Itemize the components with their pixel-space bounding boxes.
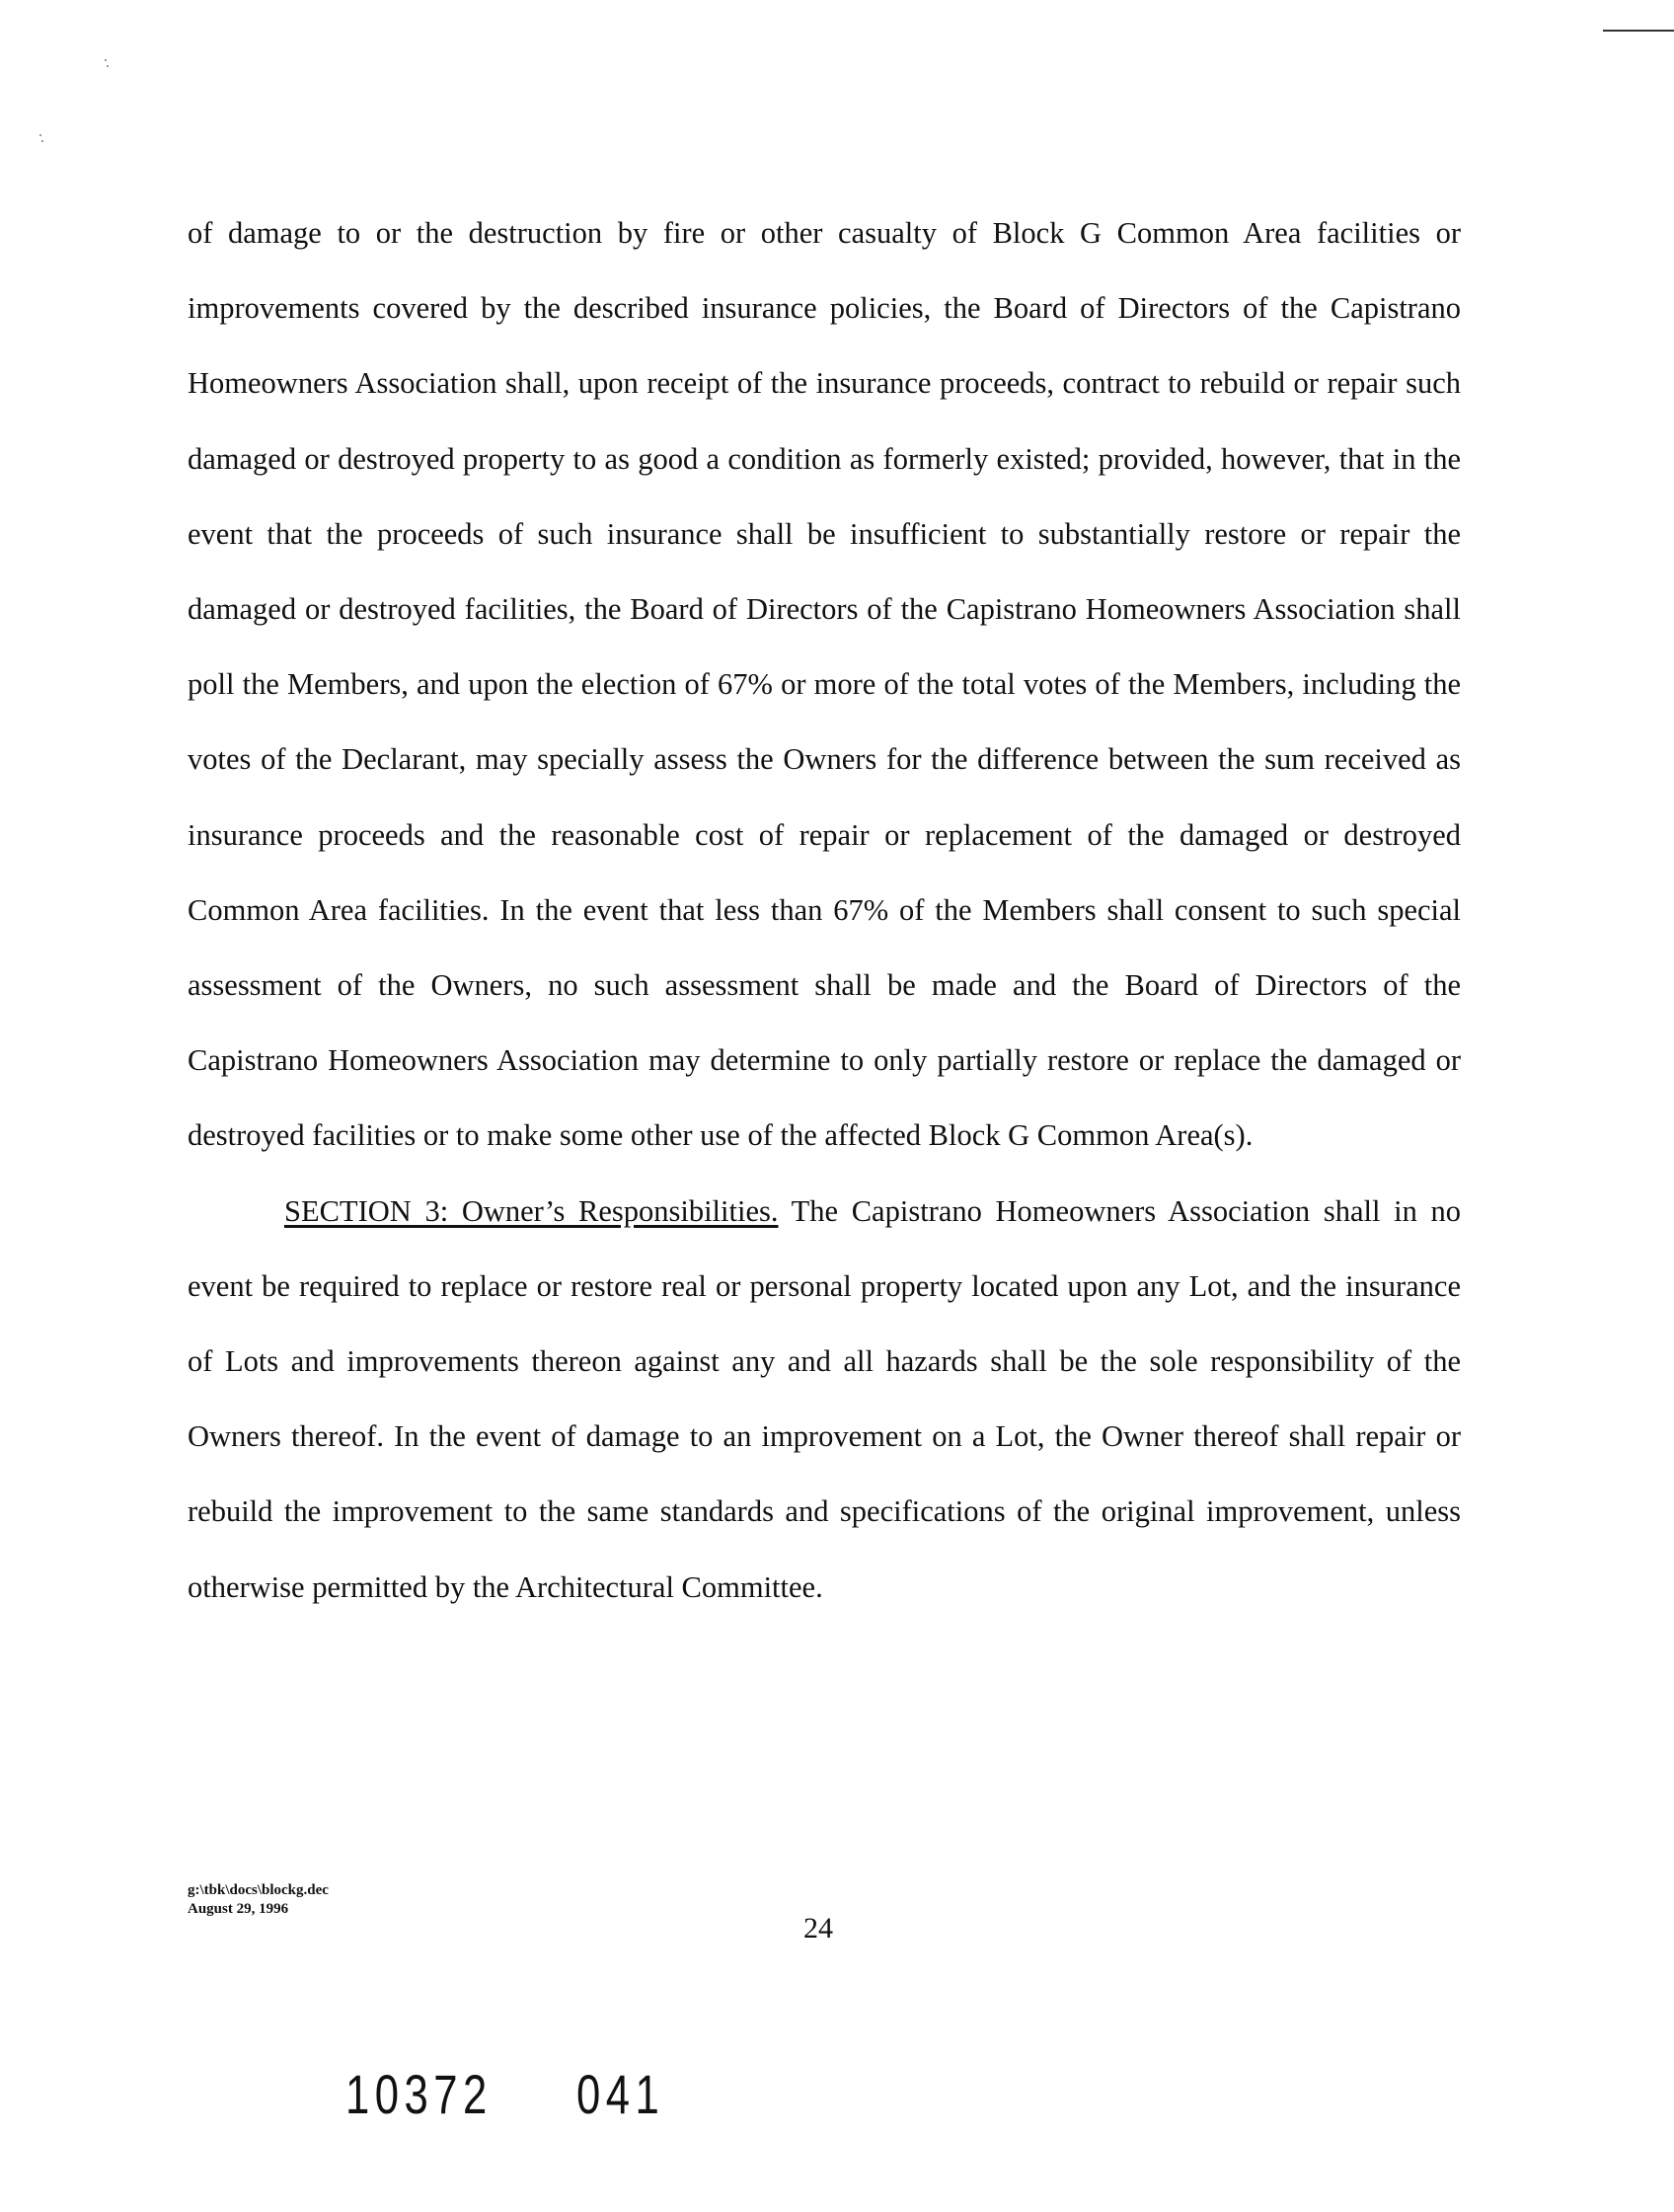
scan-speck — [105, 59, 107, 61]
page-number: 24 — [803, 1912, 833, 1945]
footer-file-path: g:\tbk\docs\blockg.dec — [188, 1882, 329, 1898]
section-3-heading: SECTION 3: Owner’s Responsibilities. — [284, 1193, 779, 1228]
scan-edge-mark — [1603, 30, 1674, 32]
document-body — [188, 195, 1461, 1625]
footer-date: August 29, 1996 — [188, 1901, 289, 1917]
scan-speck — [41, 140, 43, 142]
scan-speck — [107, 65, 109, 67]
section-3-text: The Capistrano Homeowners Association shall in no event be required to replace or restore real or personal property located upon any Lot, and the insurance of Lots and improvements thereon against any and all hazards shall be the sole responsibility of the Owners thereof. In the event of damage to an improvement on a Lot, the Owner thereof shall repair or rebuild the improvement to the same standards and specifications of the original improvement, unless otherwise permitted by the Architectural Committee. — [188, 1193, 1462, 1604]
scan-speck — [39, 134, 41, 136]
recording-book-number: 10372 — [345, 2063, 493, 2125]
paragraph-continuation: of damage to or the destruction by fire or other casualty of Block G Common Area facilities or improvements covered by the described insurance policies, the Board of Directors of the Capistrano Homeowners Association shall, upon receipt of the insurance proceeds, contract to rebuild or repair such damaged or destroyed property to as good a condition as formerly existed; provided, however, that in the event that the proceeds of such insurance shall be insufficient to substantially restore or repair the damaged or destroyed facilities, the Board of Directors of the Capistrano Homeowners Association shall poll the Members, and upon the election of 67% or more of the total votes of the Members, including the votes of the Declarant, may specially assess the Owners for the difference between the sum received as insurance proceeds and the reasonable cost of repair or replacement of the damaged or destroyed Common Area facilities. In the event that less than 67% of the Members shall consent to such special assessment of the Owners, no such assessment shall be made and the Board of Directors of the Capistrano Homeowners Association may determine to only partially restore or replace the damaged or destroyed facilities or to make some other use of the affected Block G Common Area(s). — [188, 216, 1461, 1153]
recording-page-number: 041 — [576, 2063, 665, 2125]
section-3-paragraph — [188, 1174, 1461, 1625]
